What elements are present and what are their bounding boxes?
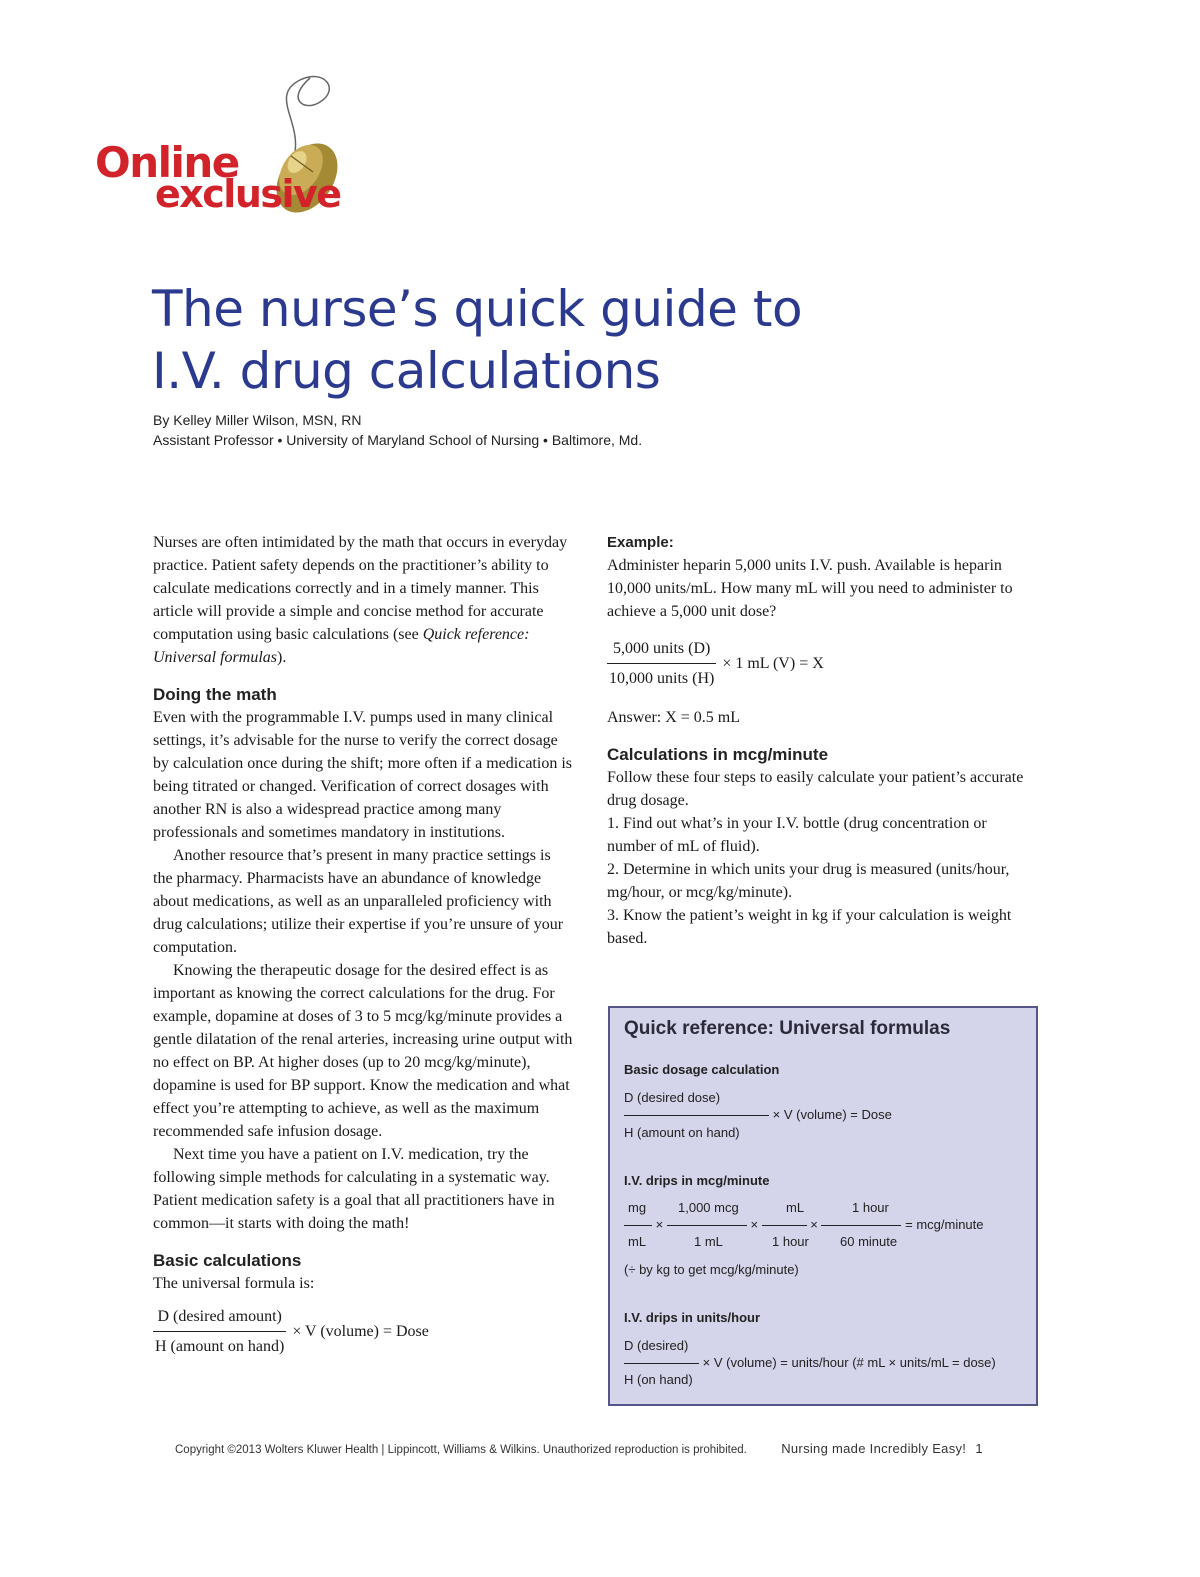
page-title (152, 278, 1052, 402)
heading-basic-calculations: Basic calculations (153, 1251, 302, 1270)
units-numerator: D (desired) (624, 1338, 689, 1353)
quick-reference-title: Quick reference: Universal formulas (624, 1018, 951, 1039)
logo-text-online: Online (95, 138, 239, 187)
doing-paragraph-3: Knowing the therapeutic dosage for the desired effect is as important as knowing the correct calculations for the drug. For example, dopamine at doses of 3 to 5 mcg/kg/minute provides a gentle dilatation of the renal arteries, increasing urine output with no effect on BP. At higher doses (up to 20 mcg/kg/minute), dopamine is used for BP support. Know the medication and what effect you’re attempting to achieve, as well as the maximum recommended safe infusion dosage. (153, 962, 573, 1140)
basic-dosage-rule-line (624, 1107, 892, 1122)
step-1: 1. Find out what’s in your I.V. bottle (drug concentration or number of mL of fluid). (607, 815, 987, 855)
units-rule-line (624, 1355, 996, 1370)
drips-bottom-4: 60 minute (840, 1234, 898, 1249)
logo-text-exclusive: exclusive (155, 172, 341, 216)
title-line-2: I.V. drug calculations (152, 342, 661, 400)
basic-paragraph: The universal formula is: (153, 1275, 315, 1292)
formula-numerator: D (desired amount) (157, 1308, 282, 1325)
drips-top-1: mg (628, 1200, 647, 1215)
quick-reference-link-text: Quick reference: Universal formulas (153, 626, 530, 666)
example-formula (607, 637, 1037, 690)
doing-paragraph-2: Another resource that’s present in many practice settings is the pharmacy. Pharmacists have an abundance of knowledge about medications, as well as an unparalleled proficiency with drug calculations; utilize their expertise if you’re unsure of your computation. (153, 847, 564, 956)
basic-dosage-label: Basic dosage calculation (624, 1062, 780, 1077)
drips-mcg-label: I.V. drips in mcg/minute (624, 1173, 770, 1188)
right-column (607, 531, 1037, 950)
drips-bottom-3: 1 hour (772, 1234, 809, 1249)
affiliation: Assistant Professor • University of Maryland School of Nursing • Baltimore, Md. (153, 432, 643, 448)
drips-bottom-2: 1 mL (694, 1234, 723, 1249)
heading-doing-the-math: Doing the math (153, 685, 277, 704)
intro-paragraph: Nurses are often intimidated by the math that occurs in everyday practice. Patient safety depends on the practitioner’s ability to calculate medications correctly and in a timely manner. This article will provide a simple and concise method for accurate computation using basic calculations (see Quick reference: Universal formulas). (153, 534, 568, 666)
drips-units-label: I.V. drips in units/hour (624, 1310, 761, 1325)
author: By Kelley Miller Wilson, MSN, RN (153, 412, 362, 428)
online-exclusive-logo (95, 60, 365, 220)
drips-top-3: mL (786, 1200, 805, 1215)
example-numerator: 5,000 units (D) (613, 640, 711, 657)
page-number: 1 (975, 1441, 983, 1456)
heading-calculations-mcg: Calculations in mcg/minute (607, 745, 829, 764)
step-2: 2. Determine in which units your drug is measured (units/hour, mg/hour, or mcg/kg/minute). (607, 861, 1010, 901)
magazine-name: Nursing made Incredibly Easy! (781, 1441, 967, 1456)
step-3: 3. Know the patient’s weight in kg if your calculation is weight based. (607, 907, 1012, 947)
footer (175, 1441, 1045, 1456)
units-rest: × V (volume) = units/hour (# mL × units/mL = dose) (702, 1355, 996, 1370)
drips-top-2: 1,000 mcg (678, 1200, 739, 1215)
quick-reference-box (608, 1006, 1038, 1406)
mcg-intro: Follow these four steps to easily calculate your patient’s accurate drug dosage. (607, 769, 1024, 809)
formula-denominator: H (amount on hand) (155, 1338, 285, 1355)
drips-mcg-rule-row: × × × = mcg/minute (624, 1217, 984, 1232)
formula-rest: × V (volume) = Dose (292, 1323, 429, 1340)
title-line-1: The nurse’s quick guide to (152, 280, 803, 338)
doing-paragraph-1: Even with the programmable I.V. pumps used in many clinical settings, it’s advisable for the nurse to verify the correct dosage by calculation once during the shift; more often if a medication is being titrated or changed. Verification of correct dosages with another RN is also a widespread practice among many professionals and sometimes mandatory in institutions. (153, 709, 572, 841)
example-text: Administer heparin 5,000 units I.V. push. Available is heparin 10,000 units/mL. How many mL will you need to administer to achieve a 5,000 unit dose? (607, 557, 1013, 620)
units-denominator: H (on hand) (624, 1372, 693, 1387)
basic-dosage-rest: × V (volume) = Dose (772, 1107, 892, 1122)
basic-dosage-denominator: H (amount on hand) (624, 1125, 740, 1140)
example-answer: Answer: X = 0.5 mL (607, 709, 741, 726)
copyright-text: Copyright ©2013 Wolters Kluwer Health | Lippincott, Williams & Wilkins. Unauthorized reproduction is prohibited. (175, 1444, 747, 1456)
example-label: Example: (607, 534, 674, 551)
doing-paragraph-4: Next time you have a patient on I.V. medication, try the following simple methods for calculating in a systematic way. Patient medication safety is a goal that all practitioners have in common—it starts with doing the math! (153, 1146, 555, 1232)
universal-formula (153, 1305, 573, 1358)
left-column (153, 531, 573, 1358)
drips-bottom-1: mL (628, 1234, 647, 1249)
byline (153, 410, 642, 450)
drips-mcg-note: (÷ by kg to get mcg/kg/minute) (624, 1262, 799, 1277)
example-rest: × 1 mL (V) = X (722, 655, 824, 672)
drips-result: = mcg/minute (905, 1217, 984, 1232)
basic-dosage-numerator: D (desired dose) (624, 1090, 721, 1105)
drips-top-4: 1 hour (852, 1200, 889, 1215)
example-denominator: 10,000 units (H) (609, 670, 715, 687)
